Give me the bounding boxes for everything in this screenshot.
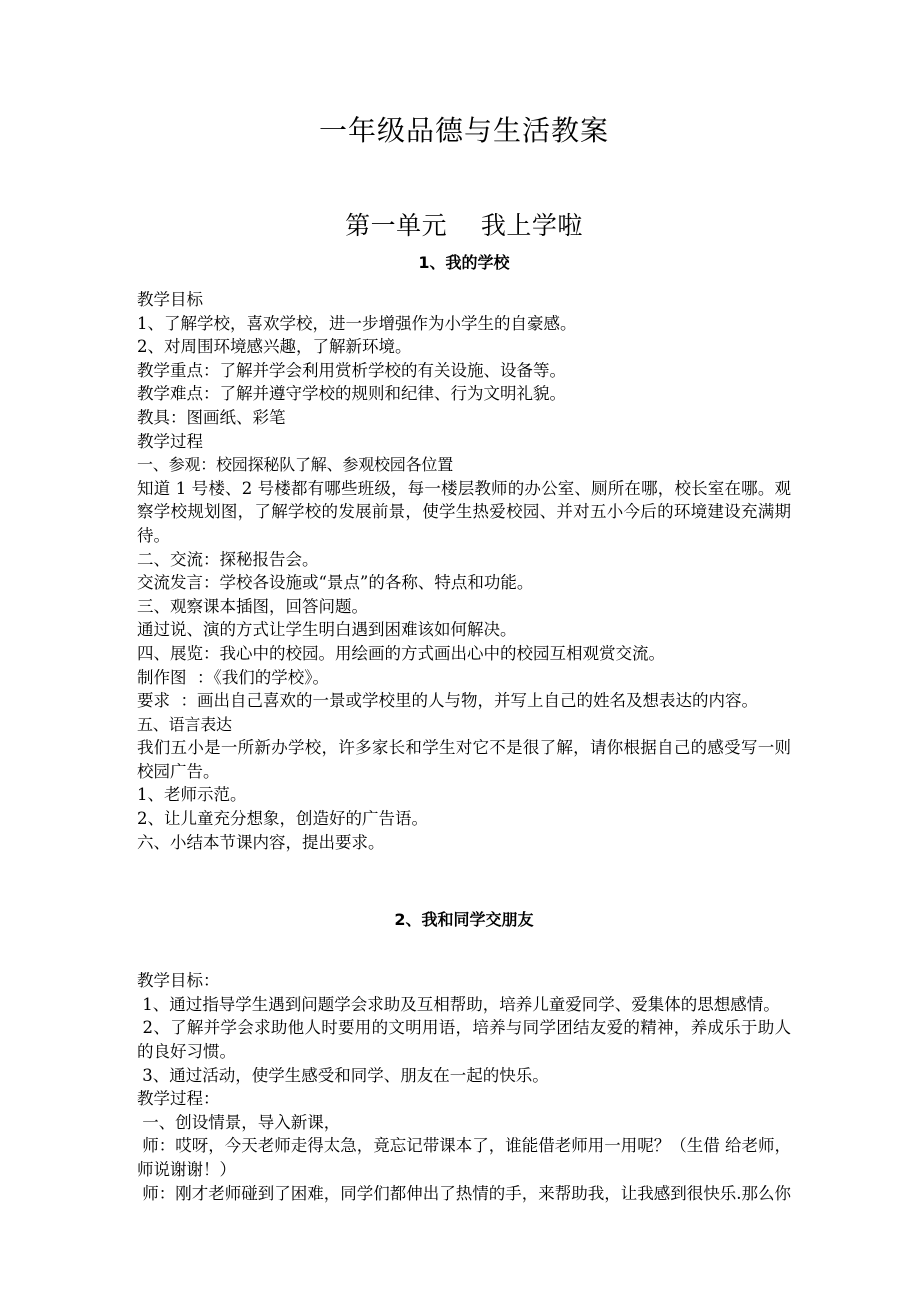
text-line: 师：刚才老师碰到了困难，同学们都伸出了热情的手，来帮助我，让我感到很快乐.那么你 bbox=[137, 1183, 791, 1203]
text-line: 教学重点：了解并学会利用赏析学校的有关设施、设备等。 bbox=[137, 360, 566, 380]
lesson-2-body bbox=[137, 969, 791, 1205]
lesson-1-body bbox=[137, 274, 791, 854]
text-line: 知道 1 号楼、2 号楼都有哪些班级，每一楼层教师的办公室、厕所在哪，校长室在哪。观察学校规划图，了解学校的发展前景，使学生热爱校园、并对五小今后的环境建设充满期待。 bbox=[137, 478, 791, 545]
text-line: 交流发言：学校各设施或“景点”的各称、特点和功能。 bbox=[137, 573, 534, 593]
lesson-2-heading: 2、我和同学交朋友 bbox=[394, 910, 534, 930]
text-line: 要求 ：画出自己喜欢的一景或学校里的人与物，并写上自己的姓名及想表达的内容。 bbox=[137, 691, 758, 711]
text-line: 3、通过活动，使学生感受和同学、朋友在一起的快乐。 bbox=[137, 1065, 549, 1085]
text-line: 四、展览：我心中的校园。用绘画的方式画出心中的校园互相观赏交流。 bbox=[137, 643, 665, 663]
text-line: 2、对周围环境感兴趣，了解新环境。 bbox=[137, 337, 412, 357]
text-line: 五、语言表达 bbox=[137, 714, 232, 734]
page-content bbox=[137, 0, 791, 1205]
text-line: 制作图 ：《我们的学校》。 bbox=[137, 667, 329, 687]
text-line: 教学过程： bbox=[137, 1089, 220, 1109]
text-line: 1、通过指导学生遇到问题学会求助及互相帮助，培养儿童爱同学、爱集体的思想感情。 bbox=[137, 994, 780, 1014]
text-line: 一、参观：校园探秘队了解、参观校园各位置 bbox=[137, 455, 454, 475]
lesson-1-heading: 1、我的学校 bbox=[418, 253, 510, 272]
text-line: 一、创设情景，导入新课， bbox=[137, 1112, 341, 1132]
text-line: 师：哎呀，今天老师走得太急，竟忘记带课本了，谁能借老师用一用呢？（生借 给老师，师说谢谢！） bbox=[137, 1136, 791, 1179]
text-line: 教学目标 bbox=[137, 290, 203, 309]
text-line: 2、了解并学会求助他人时要用的文明用语，培养与同学团结友爱的精神，养成乐于助人的良好习惯。 bbox=[137, 1018, 792, 1062]
text-line: 1、了解学校，喜欢学校，进一步增强作为小学生的自豪感。 bbox=[137, 313, 577, 333]
text-line: 教具：图画纸、彩笔 bbox=[137, 407, 286, 427]
text-line: 教学难点：了解并遵守学校的规则和纪律、行为文明礼貌。 bbox=[137, 384, 566, 404]
text-line: 二、交流：探秘报告会。 bbox=[137, 549, 319, 569]
text-line: 教学目标： bbox=[137, 971, 220, 991]
text-line: 六、小结本节课内容，提出要求。 bbox=[137, 832, 385, 852]
text-line: 三、观察课本插图，回答问题。 bbox=[137, 596, 368, 616]
text-line: 2、让儿童充分想象，创造好的广告语。 bbox=[137, 809, 428, 829]
text-line: 1、老师示范。 bbox=[137, 785, 247, 805]
unit-heading: 第一单元 我上学啦 bbox=[345, 211, 583, 240]
text-line: 我们五小是一所新办学校，许多家长和学生对它不是很了解，请你根据自己的感受写一则校园广告。 bbox=[137, 738, 791, 781]
text-line: 教学过程 bbox=[137, 431, 203, 451]
text-line: 通过说、演的方式让学生明白遇到困难该如何解决。 bbox=[137, 620, 517, 640]
document-title: 一年级品德与生活教案 bbox=[318, 114, 609, 147]
